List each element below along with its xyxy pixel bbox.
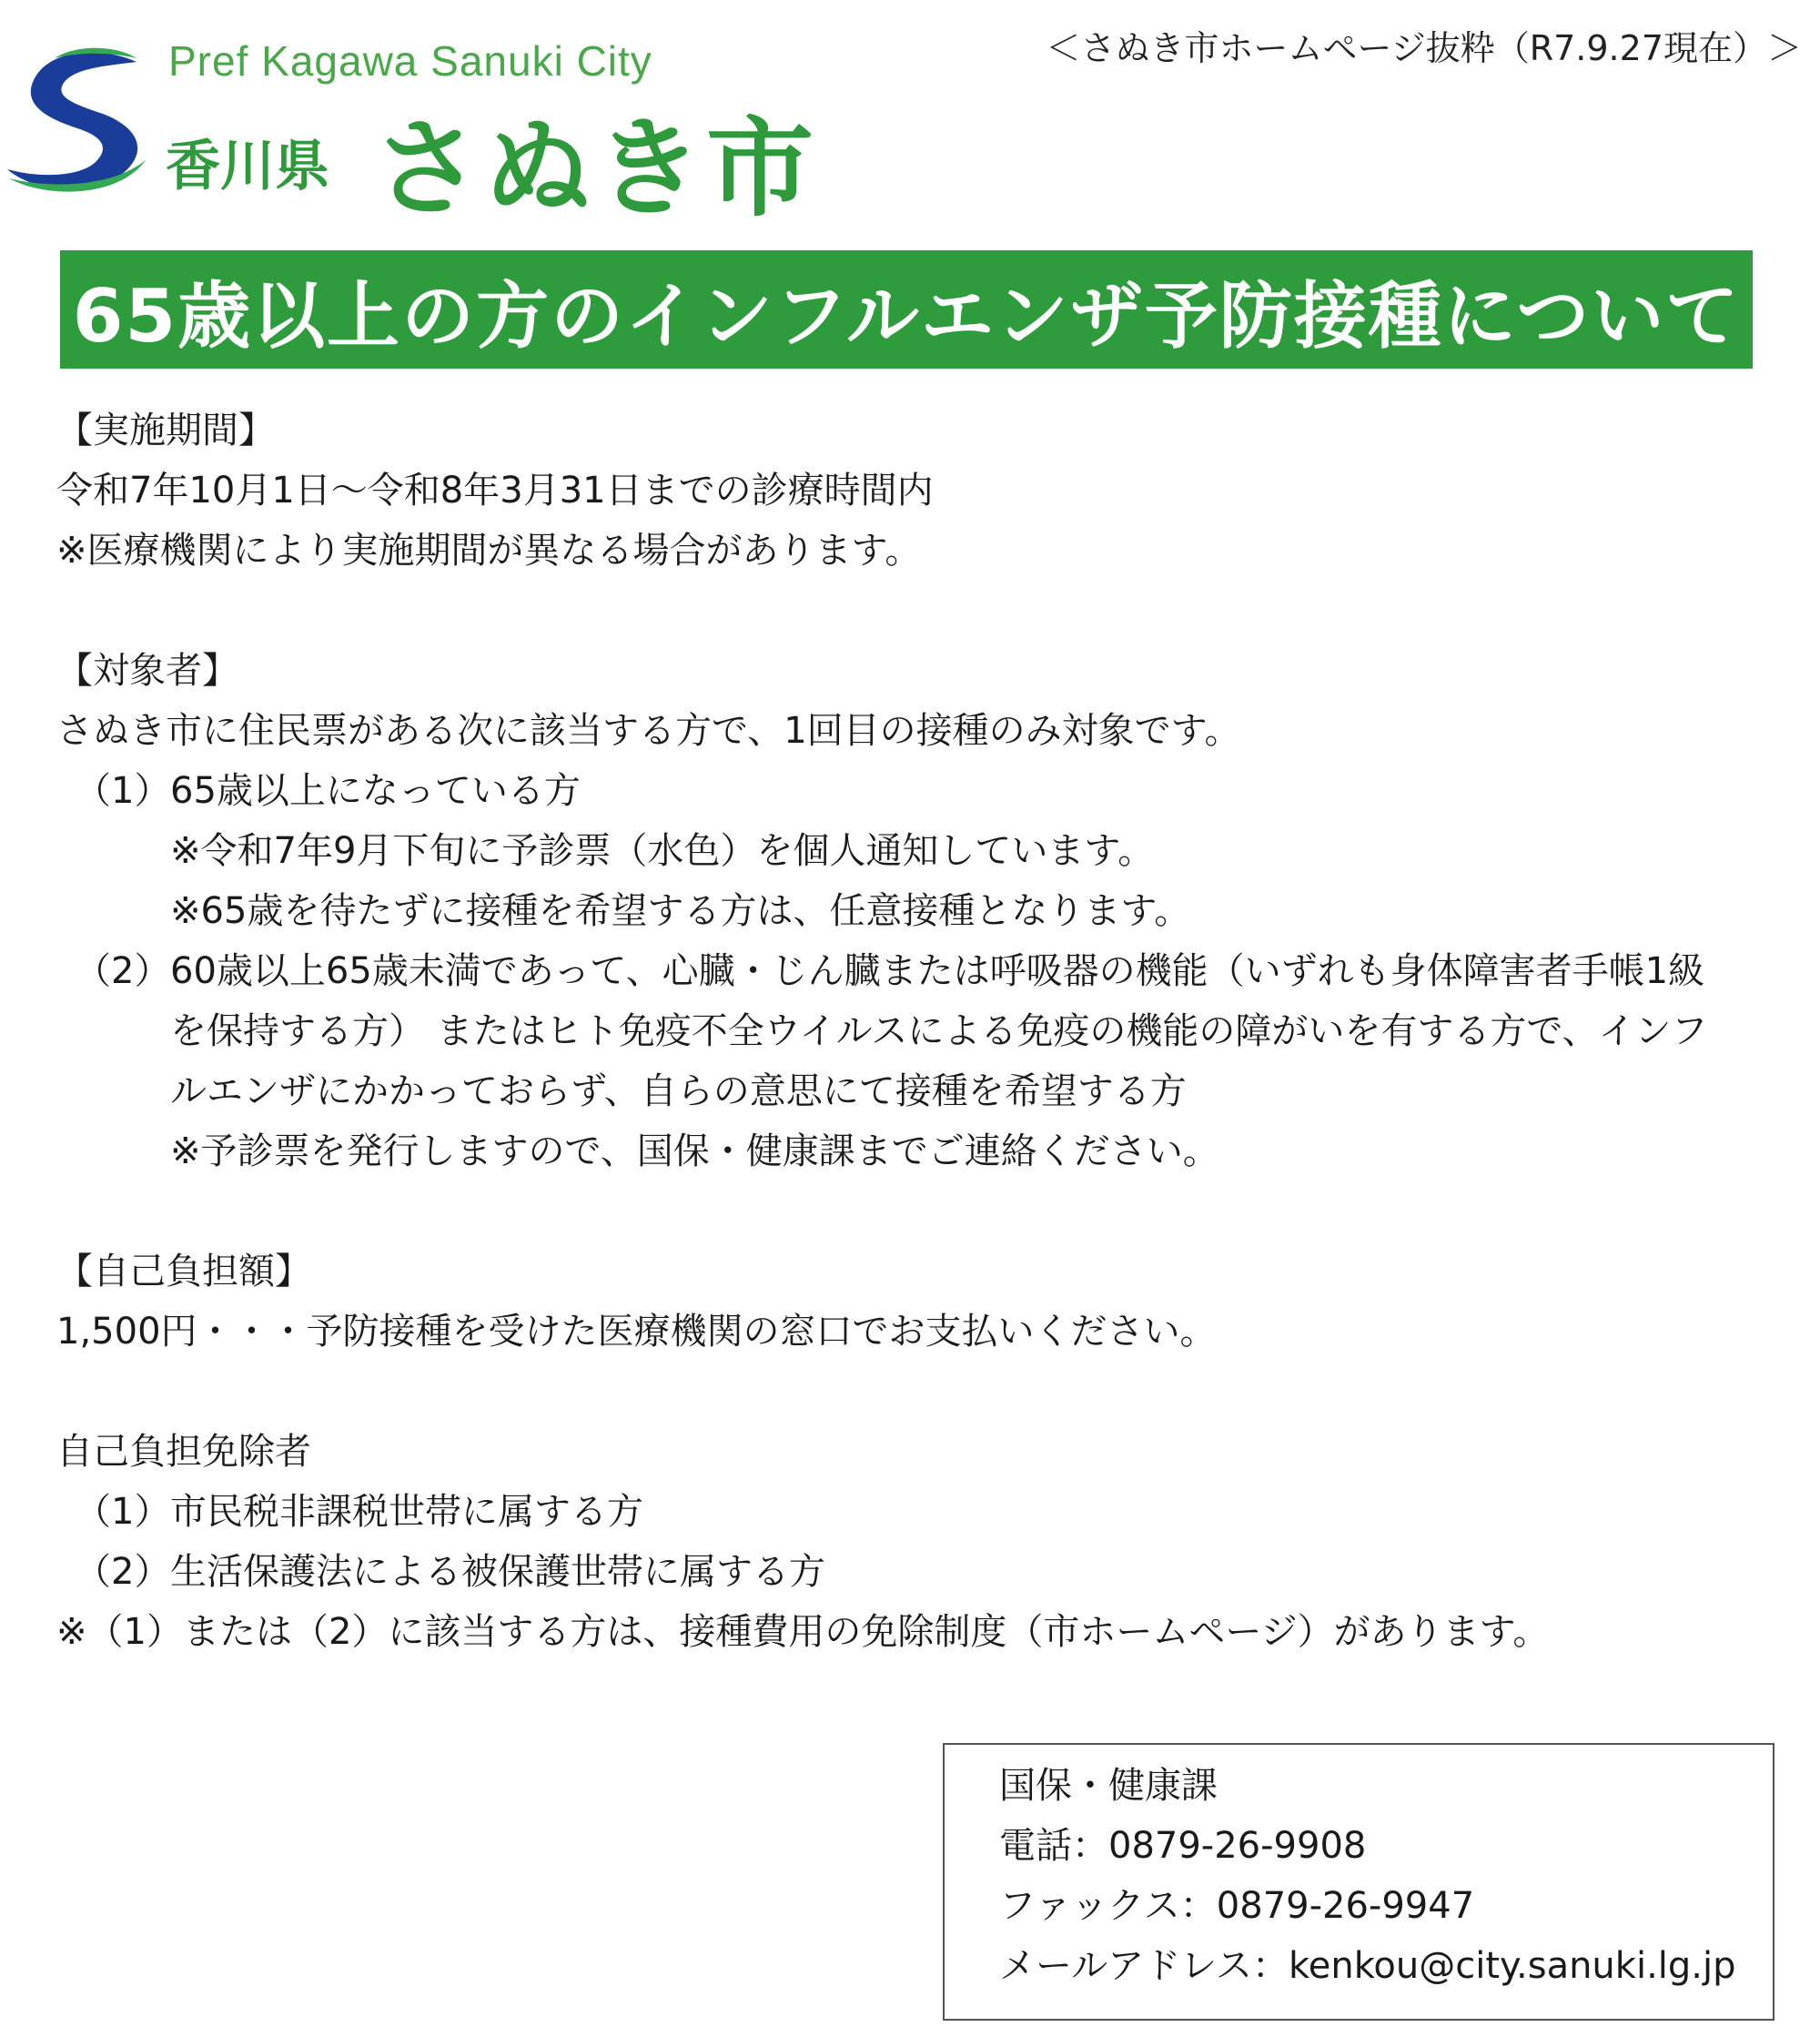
title-banner: [60, 250, 1753, 369]
target-item-2-note-1: ※予診票を発行しますので、国保・健康課までご連絡ください。: [170, 1130, 1219, 1172]
contact-department: 国保・健康課: [999, 1765, 1218, 1807]
sanuki-city-emblem-icon: [0, 42, 155, 197]
target-item-1-text: 65歳以上になっている方: [170, 770, 581, 812]
exempt-item-2-number: （2）: [75, 1551, 171, 1593]
cost-heading: 【自己負担額】: [56, 1251, 311, 1292]
exempt-heading: 自己負担免除者: [56, 1431, 311, 1473]
target-item-1-note-2: ※65歳を待たずに接種を希望する方は、任意接種となります。: [170, 890, 1191, 932]
contact-fax: ファックス：0879-26-9947: [999, 1885, 1475, 1927]
exempt-note: ※（1）または（2）に該当する方は、接種費用の免除制度（市ホームページ）があります。: [56, 1611, 1550, 1653]
target-item-1: [56, 761, 1785, 821]
target-heading: 【対象者】: [56, 650, 238, 692]
exempt-item-1-text: 市民税非課税世帯に属する方: [170, 1491, 643, 1533]
logo-prefecture-name: 香川県: [166, 135, 329, 198]
document-body: [56, 400, 1785, 1662]
target-item-1-note-1: ※令和7年9月下旬に予診票（水色）を個人通知しています。: [170, 830, 1155, 872]
exempt-item-1-number: （1）: [75, 1491, 171, 1533]
contact-box: [943, 1743, 1774, 2021]
target-item-2-text: 60歳以上65歳未満であって、心臓・じん臓または呼吸器の機能（いずれも身体障害者手帳1級を保持する方） またはヒト免疫不全ウイルスによる免疫の機能の障がいを有する方で、インフルエンザにかかっておらず、自らの意思にて接種を希望する方: [170, 950, 1708, 1112]
target-item-1-number: （1）: [75, 770, 171, 812]
logo-english-name: Pref Kagawa Sanuki City: [168, 37, 652, 85]
contact-phone: 電話：0879-26-9908: [999, 1825, 1367, 1867]
target-intro: さぬき市に住民票がある次に該当する方で、1回目の接種のみ対象です。: [56, 710, 1241, 752]
city-logo: [0, 36, 837, 231]
period-heading: 【実施期間】: [56, 410, 275, 451]
page-title: 65歳以上の方のインフルエンザ予防接種について: [72, 273, 1741, 359]
exempt-item-1: [56, 1482, 1785, 1542]
exempt-item-2-text: 生活保護法による被保護世帯に属する方: [170, 1551, 825, 1593]
exempt-item-2: [56, 1542, 1785, 1602]
period-text: 令和7年10月1日～令和8年3月31日までの診療時間内: [56, 470, 934, 512]
target-item-2: [56, 941, 1785, 1121]
period-note: ※医療機関により実施期間が異なる場合があります。: [56, 530, 922, 572]
logo-city-name: さぬき市: [373, 106, 818, 231]
target-item-2-number: （2）: [75, 950, 171, 992]
source-note: ＜さぬき市ホームページ抜粋（R7.9.27現在）＞: [1046, 28, 1802, 68]
cost-text: 1,500円・・・予防接種を受けた医療機関の窓口でお支払いください。: [56, 1311, 1217, 1353]
contact-email: メールアドレス：kenkou@city.sanuki.lg.jp: [999, 1945, 1736, 1987]
